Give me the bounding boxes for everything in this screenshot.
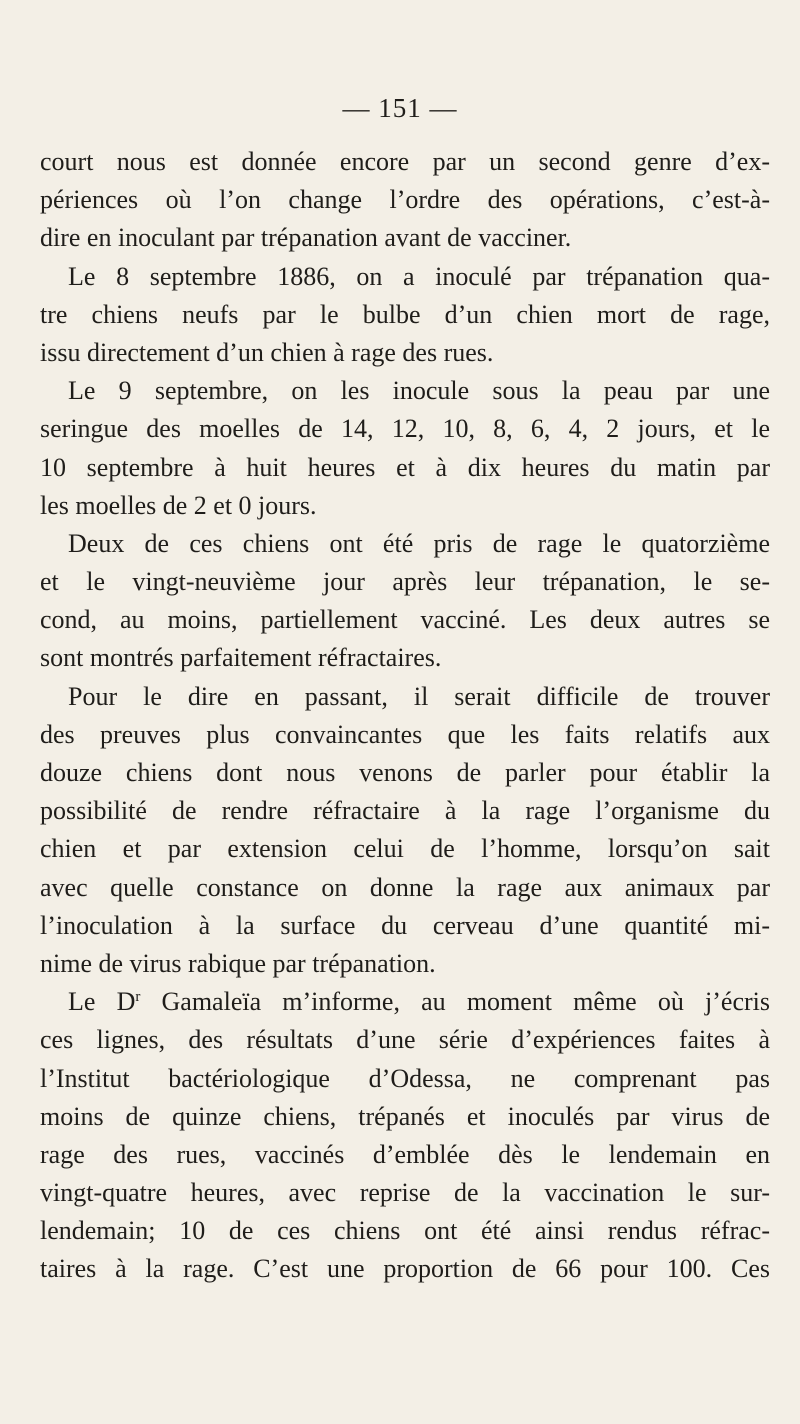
text-line: court nous est donnée encore par un second genre d’ex- bbox=[40, 147, 770, 176]
text-line: vingt-quatre heures, avec reprise de la vaccination le sur- bbox=[40, 1178, 770, 1208]
text-line: seringue des moelles de 14, 12, 10, 8, 6, 4, 2 jours, et le bbox=[40, 414, 770, 444]
text-line: ces lignes, des résultats d’une série d’expériences faites à bbox=[40, 1025, 770, 1055]
line-text: Gamaleïa m’informe, au moment même où j’écris bbox=[161, 987, 770, 1017]
text-line: possibilité de rendre réfractaire à la rage l’organisme du bbox=[40, 796, 770, 826]
text-line: Deux de ces chiens ont été pris de rage le quatorzième bbox=[68, 528, 770, 558]
text-line: taires à la rage. C’est une proportion de 66 pour 100. Ces bbox=[40, 1254, 770, 1284]
text-line: 10 septembre à huit heures et à dix heures du matin par bbox=[40, 452, 770, 482]
text-line: chien et par extension celui de l’homme, lorsqu’on sait bbox=[40, 834, 770, 864]
text-line: périences où l’on change l’ordre des opérations, c’est-à- bbox=[40, 185, 770, 215]
text-line: moins de quinze chiens, trépanés et inoculés par virus de bbox=[40, 1101, 770, 1131]
body-text bbox=[40, 143, 770, 1289]
text-line: tre chiens neufs par le bulbe d’un chien mort de rage, bbox=[40, 299, 770, 329]
text-line: l’inoculation à la surface du cerveau d’une quantité mi- bbox=[40, 910, 770, 940]
text-line: sont montrés parfaitement réfractaires. bbox=[40, 643, 442, 673]
text-line: les moelles de 2 et 0 jours. bbox=[40, 490, 317, 520]
text-line: avec quelle constance on donne la rage aux animaux par bbox=[40, 872, 770, 902]
line-prefix: Le D bbox=[68, 987, 136, 1017]
text-line: l’Institut bactériologique d’Odessa, ne comprenant pas bbox=[40, 1063, 770, 1093]
text-line bbox=[40, 983, 770, 1021]
text-line: nime de virus rabique par trépanation. bbox=[40, 948, 436, 978]
text-line: Pour le dire en passant, il serait difficile de trouver bbox=[68, 681, 770, 711]
superscript: r bbox=[135, 989, 141, 1006]
text-line: issu directement d’un chien à rage des rues. bbox=[40, 337, 494, 367]
text-line: et le vingt-neuvième jour après leur trépanation, le se- bbox=[40, 567, 770, 597]
text-line: douze chiens dont nous venons de parler pour établir la bbox=[40, 758, 770, 787]
text-line: lendemain; 10 de ces chiens ont été ainsi rendus réfrac- bbox=[40, 1216, 770, 1246]
page-number: — 151 — bbox=[342, 93, 458, 123]
text-line: Le 9 septembre, on les inocule sous la peau par une bbox=[68, 376, 770, 406]
text-line: rage des rues, vaccinés d’emblée dès le lendemain en bbox=[40, 1139, 770, 1169]
text-line: Le 8 septembre 1886, on a inoculé par trépanation qua- bbox=[68, 261, 770, 291]
text-line: des preuves plus convaincantes que les faits relatifs aux bbox=[40, 719, 770, 749]
text-line: cond, au moins, partiellement vacciné. Les deux autres se bbox=[40, 605, 770, 635]
text-line: dire en inoculant par trépanation avant de vacciner. bbox=[40, 223, 572, 253]
